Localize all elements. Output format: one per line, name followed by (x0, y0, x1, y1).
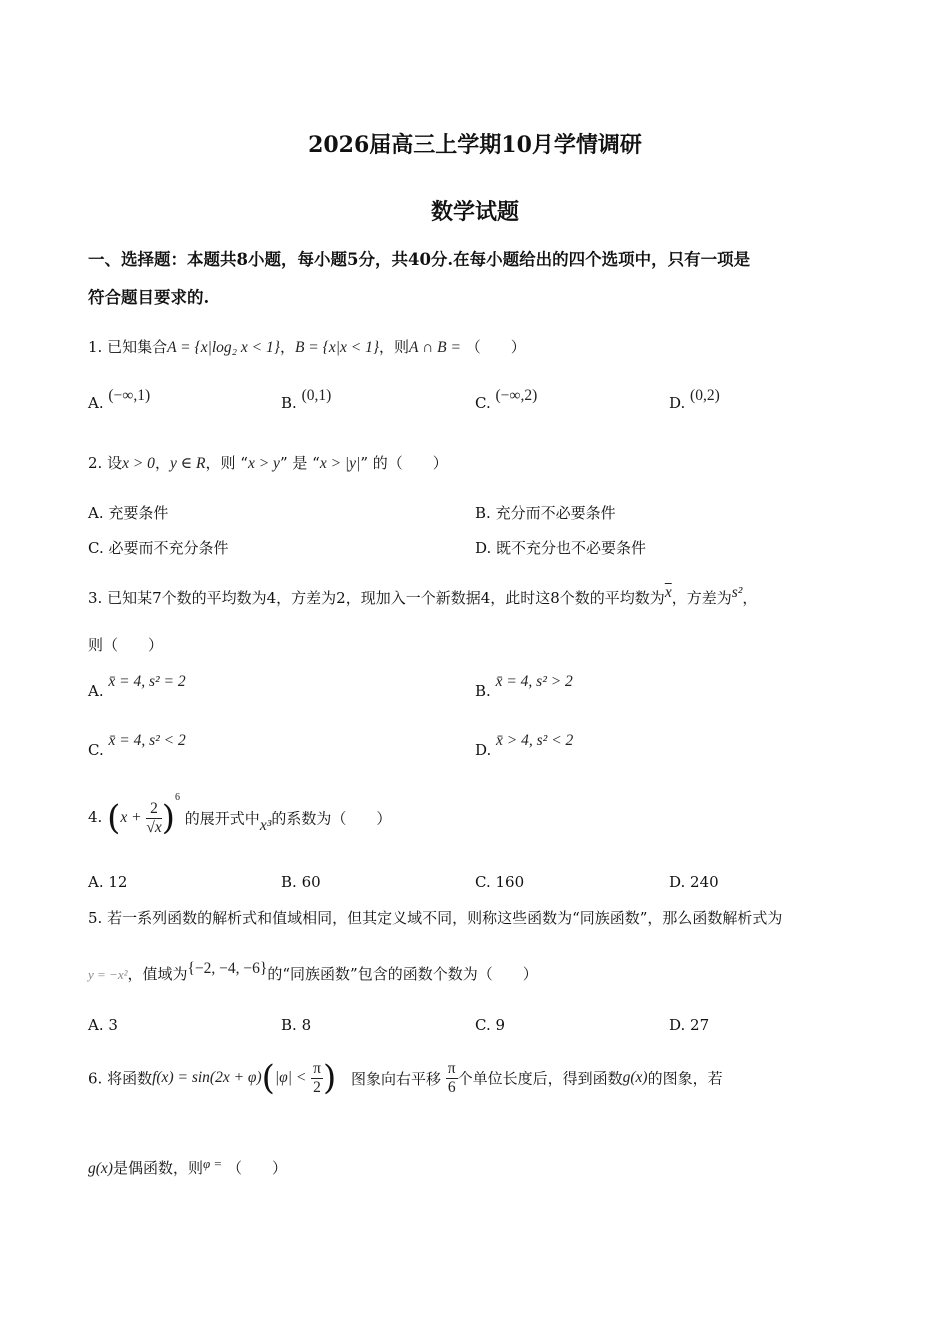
q3-option-c (88, 731, 186, 759)
q4-paren-left: ( (107, 798, 121, 838)
option-label: D. (669, 394, 686, 412)
option-label: D. (669, 873, 686, 891)
option-value: 8 (301, 1016, 312, 1034)
q3-xbar: $\overline{x}$ (664, 584, 672, 601)
q2-is: ” 是 “ (279, 454, 320, 472)
q4-tail: 的系数为（ ） (271, 809, 392, 828)
option-value: 充分而不必要条件 (495, 504, 616, 522)
q2-option-b (475, 502, 616, 523)
option-label: B. (475, 682, 491, 700)
option-value: 9 (495, 1016, 506, 1034)
question-2 (88, 452, 448, 473)
q2-option-c (88, 537, 229, 558)
q4-paren-right: ) (161, 798, 176, 838)
q6-shift-num: π (447, 1059, 456, 1077)
q6-cond-fraction (311, 1060, 323, 1097)
q4-option-c (475, 873, 524, 891)
q6-text3: 的图象，若 (647, 1069, 723, 1088)
q5-tail: 的“同族函数”包含的函数个数为（ ） (267, 965, 538, 983)
q4-num: 4. (88, 808, 103, 826)
q6-paren-left: ( (261, 1058, 275, 1098)
q6-shift-fraction (446, 1060, 458, 1097)
q4-frac-den: √x (146, 818, 162, 836)
q6-cond: |φ| < (274, 1069, 307, 1086)
q6-cond-num: π (313, 1059, 321, 1077)
q6-phi: φ = (202, 1156, 223, 1171)
q2-sep: ， (154, 454, 170, 472)
option-label: D. (669, 1016, 686, 1034)
q4-term: x³ (259, 817, 272, 834)
q4-option-a (88, 873, 127, 891)
q6-shift-den: 6 (447, 1078, 456, 1096)
q3-s2: s² (731, 584, 743, 601)
page-subtitle: 数学试题 (430, 199, 519, 225)
q5-option-c (475, 1016, 505, 1034)
option-label: A. (88, 1016, 104, 1034)
q2-p: x > y (247, 455, 280, 472)
option-label: D. (475, 741, 492, 759)
q6-text2: 个单位长度后，得到函数 (457, 1069, 623, 1088)
q3-mid: ，方差为 (671, 589, 732, 607)
option-label: A. (88, 504, 104, 522)
q6-line2 (88, 1156, 287, 1178)
option-label: A. (88, 682, 104, 700)
option-label: B. (475, 504, 491, 522)
q4-option-b (281, 873, 321, 891)
option-label: C. (88, 539, 104, 557)
q4-text: 的展开式中 (184, 809, 260, 828)
option-value: (0,1) (301, 387, 332, 404)
option-label: B. (281, 394, 297, 412)
q1-option-c (475, 386, 537, 412)
q1-option-a (88, 386, 150, 412)
q6-text4: 是偶函数，则 (112, 1159, 203, 1177)
q1-prefix: 1. 已知集合 (88, 338, 168, 356)
q5-option-d (669, 1016, 709, 1034)
option-label: D. (475, 539, 492, 557)
q5-line2 (88, 960, 538, 984)
q2-option-d (475, 537, 646, 558)
q3-option-a (88, 672, 186, 700)
option-label: C. (475, 1016, 491, 1034)
q5-line1: 5. 若一系列函数的解析式和值域相同，但其定义域不同，则称这些函数为“同族函数”，那么函数解析式为 (88, 909, 783, 927)
option-label: C. (475, 394, 491, 412)
q3-then: 则（ ） (88, 636, 164, 654)
question-4 (88, 792, 391, 838)
q6-g: g(x) (622, 1069, 648, 1086)
option-value: x̄ > 4, s² < 2 (496, 732, 574, 749)
q1-sep: ， (279, 338, 295, 356)
option-value: (−∞,1) (108, 387, 151, 404)
q5-mid: ，值域为 (127, 965, 188, 983)
q1-paren: （ ） (465, 338, 526, 356)
option-value: 充要条件 (108, 504, 169, 522)
option-value: 既不充分也不必要条件 (496, 539, 647, 557)
q6-text1: 图象向右平移 (351, 1069, 442, 1088)
q1-mid: ，则 (379, 338, 410, 356)
q1-option-d (669, 386, 720, 412)
q6-g2: g(x) (88, 1160, 113, 1177)
question-6 (88, 1058, 723, 1098)
option-value: (−∞,2) (495, 387, 538, 404)
q3-text: 3. 已知某7个数的平均数为4，方差为2，现加入一个新数据4，此时这8个数的平均数为 (88, 589, 665, 607)
page-title: 2026届高三上学期10月学情调研 (308, 132, 642, 158)
option-label: B. (281, 1016, 297, 1034)
option-value: 240 (690, 873, 719, 891)
q6-paren-right: ) (322, 1058, 337, 1098)
q6-cond-den: 2 (313, 1078, 321, 1096)
option-label: A. (88, 873, 104, 891)
q6-func: f(x) = sin(2x + φ) (152, 1069, 262, 1086)
option-label: C. (88, 741, 104, 759)
q5-option-b (281, 1016, 311, 1034)
option-value: 12 (108, 873, 128, 891)
section-header-line2: 符合题目要求的. (88, 288, 210, 307)
question-3 (88, 584, 757, 608)
q3-end: ， (742, 589, 758, 607)
option-value: 160 (495, 873, 525, 891)
q5-range: {−2, −4, −6} (187, 960, 268, 977)
q2-option-a (88, 502, 168, 523)
q1-expr: A ∩ B = (409, 339, 461, 356)
option-value: 60 (301, 873, 321, 891)
q3-option-b (475, 672, 573, 700)
q2-tail: ” 的（ ） (360, 454, 448, 472)
option-value: 27 (690, 1016, 710, 1034)
option-value: x̄ = 4, s² > 2 (495, 673, 573, 690)
q4-frac-num: 2 (146, 800, 161, 819)
q5-option-a (88, 1016, 118, 1034)
q6-prefix: 6. 将函数 (88, 1069, 153, 1088)
q4-option-d (669, 873, 719, 891)
section-header-line1: 一、选择题：本题共8小题，每小题5分，共40分.在每小题给出的四个选项中，只有一项是 (88, 250, 751, 269)
q1-option-b (281, 386, 331, 412)
q4-fraction (146, 800, 161, 837)
q1-set-a: A = {x|log₂ x < 1} (167, 339, 280, 356)
q1-set-b: B = {x|x < 1} (294, 339, 380, 356)
option-label: A. (88, 394, 104, 412)
q4-exponent: 6 (175, 792, 181, 803)
option-value: x̄ = 4, s² = 2 (108, 673, 186, 690)
option-label: C. (475, 873, 491, 891)
q2-prefix: 2. 设 (88, 454, 123, 472)
q2-then: ，则 “ (205, 454, 248, 472)
q2-cond-x: x > 0 (122, 455, 155, 472)
q5-func: y = −x² (88, 967, 128, 982)
option-value: 3 (108, 1016, 118, 1034)
option-value: (0,2) (690, 387, 720, 404)
option-label: B. (281, 873, 297, 891)
question-1 (88, 336, 526, 357)
option-value: 必要而不充分条件 (108, 539, 229, 557)
q3-option-d (475, 731, 573, 759)
option-value: x̄ = 4, s² < 2 (108, 732, 186, 749)
q2-cond-y: y ∈ R (169, 455, 206, 472)
q6-paren: （ ） (226, 1159, 287, 1177)
q2-q: x > |y| (319, 455, 361, 472)
q4-base: x + (120, 809, 142, 826)
